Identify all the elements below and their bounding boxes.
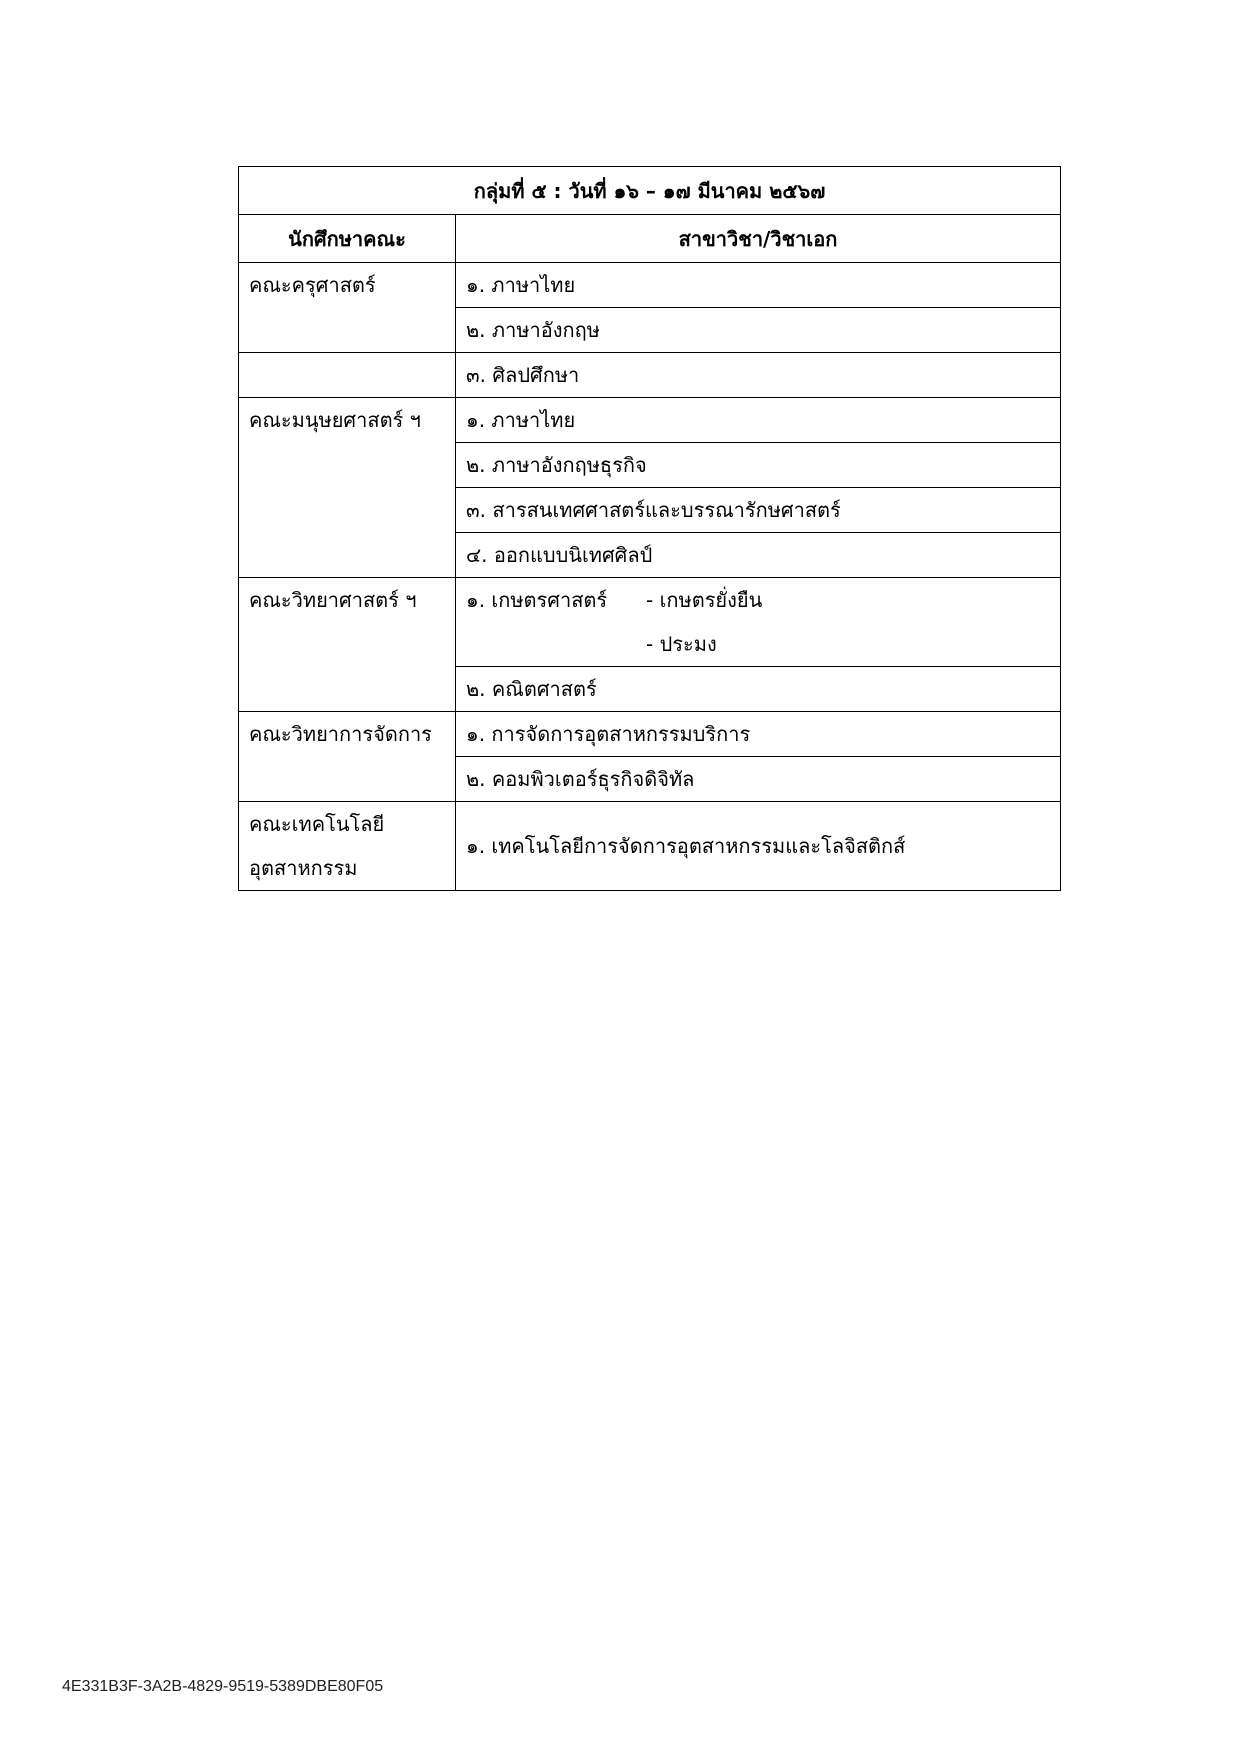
major-cell: ๑. ภาษาไทย (456, 398, 1061, 443)
major-cell: ๓. สารสนเทศศาสตร์และบรรณารักษศาสตร์ (456, 488, 1061, 533)
sub-major: - ประมง (646, 632, 717, 656)
header-faculty: นักศึกษาคณะ (239, 215, 456, 263)
major-cell: ๓. ศิลปศึกษา (456, 353, 1061, 398)
major-cell: ๒. คณิตศาสตร์ (456, 667, 1061, 712)
faculty-name: คณะมนุษยศาสตร์ ฯ (249, 408, 421, 432)
table-row (239, 398, 1061, 443)
major-cell: ๑. การจัดการอุตสาหกรรมบริการ (456, 712, 1061, 757)
major-cell (456, 802, 1061, 891)
document-id: 4E331B3F-3A2B-4829-9519-5389DBE80F05 (62, 1678, 384, 1695)
major-cell: ๔. ออกแบบนิเทศศิลป์ (456, 533, 1061, 578)
faculty-cell (239, 578, 456, 712)
major-cell: ๒. ภาษาอังกฤษ (456, 308, 1061, 353)
major-cell: ๒. คอมพิวเตอร์ธุรกิจดิจิทัล (456, 757, 1061, 802)
title-row (239, 167, 1061, 215)
faculty-name: คณะครุศาสตร์ (249, 273, 376, 297)
table-row (239, 712, 1061, 757)
major-cell: ๑. ภาษาไทย (456, 263, 1061, 308)
table-row (239, 353, 1061, 398)
table-row (239, 802, 1061, 891)
faculty-name: คณะวิทยาศาสตร์ ฯ (249, 588, 417, 612)
major-line (466, 578, 1050, 622)
major-cell: ๒. ภาษาอังกฤษธุรกิจ (456, 443, 1061, 488)
major-name: ๑. เกษตรศาสตร์ (466, 588, 608, 612)
schedule-table (238, 166, 1061, 891)
major-cell (456, 578, 1061, 667)
header-row (239, 215, 1061, 263)
table-title: กลุ่มที่ ๕ : วันที่ ๑๖ – ๑๗ มีนาคม ๒๕๖๗ (239, 167, 1061, 215)
faculty-name: คณะวิทยาการจัดการ (249, 722, 432, 746)
faculty-cell (239, 712, 456, 802)
table-row (239, 263, 1061, 308)
sub-major: - เกษตรยั่งยืน (646, 588, 763, 612)
faculty-name: อุตสาหกรรม (249, 856, 358, 880)
table-row (239, 578, 1061, 667)
faculty-cell (239, 398, 456, 578)
faculty-cell (239, 353, 456, 398)
faculty-cell (239, 263, 456, 353)
header-major: สาขาวิชา/วิชาเอก (456, 215, 1061, 263)
major-name: ๑. เทคโนโลยีการจัดการอุตสาหกรรมและโลจิสติกส์ (466, 834, 906, 858)
faculty-cell (239, 802, 456, 891)
faculty-name: คณะเทคโนโลยี (249, 812, 385, 836)
